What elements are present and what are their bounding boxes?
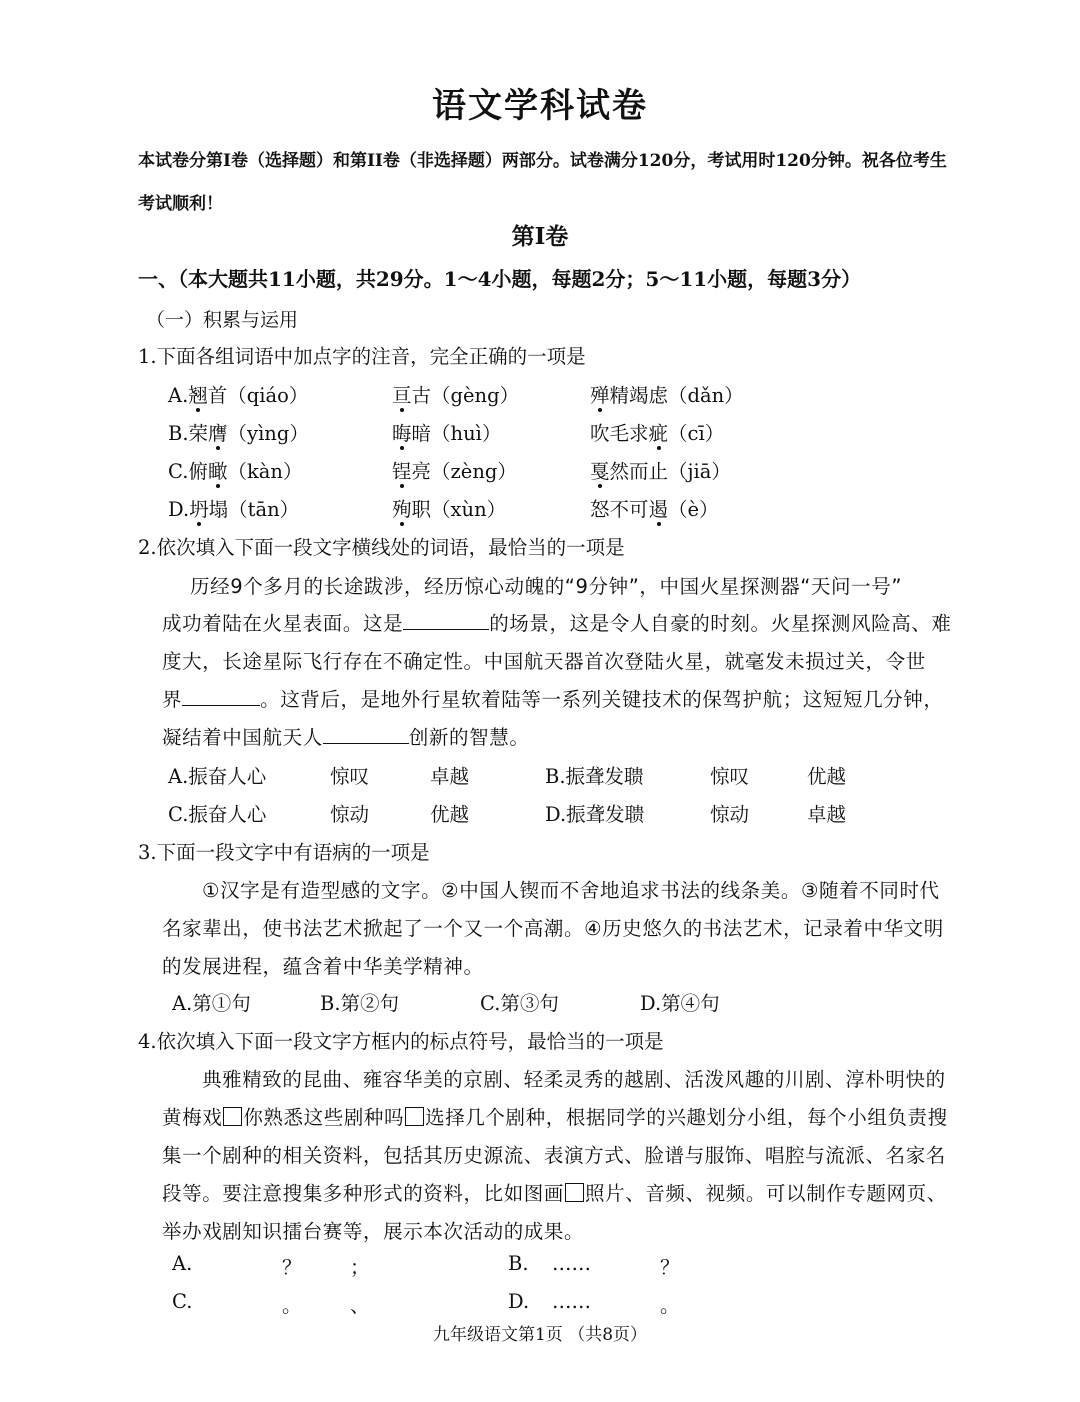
punctuation-box	[405, 1107, 424, 1126]
q4-option-a-label: A.	[172, 1252, 193, 1275]
q1-a3-rest: 精竭虑（dǎn）	[609, 384, 744, 407]
q2-text: 凝结着中国航天人	[162, 726, 323, 749]
q1-option-b1: B.荣膺 （yìng）	[168, 418, 309, 446]
q4-text: 集一个剧种的相关资料，包括其历史源流、表演方式、脸谱与服饰、唱腔与流派、名家名	[162, 1144, 946, 1167]
q2-option-b-word1: B.振聋发聩	[545, 765, 644, 788]
q2-option-a-word3: 卓越	[430, 765, 470, 788]
q1-option-a2: 亘 古（gèng）	[392, 380, 519, 408]
q2-option-a-word2: 惊叹	[330, 765, 370, 788]
q4-option-a-mark1: ？	[282, 1256, 302, 1279]
q1-option-c2: 锃 亮（zèng）	[392, 456, 517, 484]
q4-option-d-label: D.	[508, 1290, 530, 1313]
blank-line	[403, 613, 489, 630]
q2-text: 界	[162, 688, 183, 711]
q4-option-b-mark1: ……	[552, 1252, 591, 1275]
q1-option-c1: C.俯瞰 （kàn）	[168, 456, 302, 484]
q2-text: 。这背后，是地外行星软着陆等一系列关键技术的保驾护航；这短短几分钟，	[260, 688, 944, 711]
q2-option-c-word3: 优越	[430, 803, 470, 826]
q3-option-d: D.第④句	[640, 992, 720, 1015]
q1-option-d3: 怒不可遏 （è）	[590, 494, 719, 522]
q4-option-c-mark2: 、	[350, 1294, 370, 1317]
punctuation-box	[565, 1183, 584, 1202]
q3-passage-line-2: 名家辈出，使书法艺术掀起了一个又一个高潮。④历史悠久的书法艺术，记录着中华文明	[162, 917, 944, 940]
q4-passage-line-1	[202, 1064, 946, 1092]
q4-text: 照片、音频、视频。可以制作专题网页、	[585, 1182, 947, 1205]
intro-line-2: 考试顺利！	[138, 194, 223, 214]
q2-passage-line-2	[162, 608, 952, 636]
q4-text: 黄梅戏	[162, 1106, 223, 1129]
q4-option-d-mark2: 。	[660, 1294, 680, 1317]
q3-option-a: A.第①句	[172, 992, 251, 1015]
q1-option-d1: D.坍 塌（tān）	[168, 494, 299, 522]
q4-text: 段等。要注意搜集多种形式的资料，比如图画	[162, 1182, 565, 1205]
q3-passage-line-1: ①汉字是有造型感的文字。②中国人锲而不舍地追求书法的线条美。③随着不同时代	[202, 879, 940, 902]
q2-text: 的场景，这是令人自豪的时刻。火星探测风险高、难	[489, 612, 952, 635]
q3-passage-line-3: 的发展进程，蕴含着中华美学精神。	[162, 955, 484, 978]
q4-passage-line-4	[162, 1178, 947, 1206]
q2-option-d-word2: 惊动	[710, 803, 750, 826]
q2-text: 历经9个多月的长途跋涉，经历惊心动魄的“9分钟”，中国火星探测器“天问一号”	[190, 575, 903, 598]
q2-option-b-word3: 优越	[807, 765, 847, 788]
q2-option-d-word3: 卓越	[807, 803, 847, 826]
q4-option-c-label: C.	[172, 1290, 193, 1313]
q2-text: 创新的智慧。	[408, 726, 530, 749]
q2-stem: 2.依次填入下面一段文字横线处的词语，最恰当的一项是	[138, 536, 625, 559]
q1-stem: 1.下面各组词语中加点字的注音，完全正确的一项是	[138, 345, 586, 368]
punctuation-box	[223, 1107, 242, 1126]
exam-title: 语文学科试卷	[432, 86, 648, 126]
q4-passage-line-2	[162, 1102, 948, 1130]
q2-option-a-word1: A.振奋人心	[168, 765, 267, 788]
q3-stem: 3.下面一段文字中有语病的一项是	[138, 841, 430, 864]
q1-option-a1: A.翘 首（qiáo）	[168, 380, 308, 408]
q4-option-b-mark2: ？	[660, 1256, 680, 1279]
q2-option-c-word1: C.振奋人心	[168, 803, 267, 826]
q1-option-a3: 殚 精竭虑（dǎn）	[590, 380, 744, 408]
q4-stem: 4.依次填入下面一段文字方框内的标点符号，最恰当的一项是	[138, 1030, 664, 1053]
q4-text: 举办戏剧知识擂台赛等，展示本次活动的成果。	[162, 1220, 585, 1243]
q1-a2-rest: 古（gèng）	[411, 384, 520, 407]
intro-line-1: 本试卷分第I卷（选择题）和第II卷（非选择题）两部分。试卷满分120分，考试用时120分钟。祝各位考生	[138, 151, 947, 171]
q2-text: 度大，长途星际飞行存在不确定性。中国航天器首次登陆火星，就毫发未损过关，令世	[162, 650, 926, 673]
q3-option-c: C.第③句	[480, 992, 559, 1015]
subsection-heading: （一）积累与运用	[146, 309, 299, 331]
q2-text: 成功着陆在火星表面。这是	[162, 612, 404, 635]
q2-option-c-word2: 惊动	[330, 803, 370, 826]
q3-option-b: B.第②句	[320, 992, 400, 1015]
q4-text: 选择几个剧种，根据同学的兴趣划分小组，每个小组负责搜	[425, 1106, 948, 1129]
q4-passage-line-3	[162, 1140, 946, 1168]
page-footer: 九年级语文第1页 （共8页）	[432, 1325, 648, 1345]
q1-option-b3: 吹毛求疵 （cī）	[590, 418, 724, 446]
q1-option-d2: 殉 职（xùn）	[392, 494, 506, 522]
q2-passage-line-1	[190, 571, 902, 599]
blank-line	[182, 689, 260, 706]
q2-passage-line-5	[162, 722, 529, 750]
q2-option-b-word2: 惊叹	[710, 765, 750, 788]
q4-option-c-mark1: 。	[282, 1294, 302, 1317]
q1-option-c3: 戛 然而止（jiā）	[590, 456, 731, 484]
q2-passage-line-4	[162, 684, 944, 712]
section-title: 第I卷	[511, 223, 569, 250]
q2-option-d-word1: D.振聋发聩	[545, 803, 645, 826]
q4-option-d-mark1: ……	[552, 1290, 591, 1313]
q4-option-a-mark2: ；	[350, 1256, 370, 1279]
q2-passage-line-3	[162, 646, 926, 674]
q4-passage-line-5	[162, 1216, 584, 1244]
q1-option-b2: 晦 暗（huì）	[392, 418, 501, 446]
q4-text: 你熟悉这些剧种吗	[243, 1106, 405, 1129]
q4-text: 典雅精致的昆曲、雍容华美的京剧、轻柔灵秀的越剧、活泼风趣的川剧、淳朴明快的	[202, 1068, 946, 1091]
q4-option-b-label: B.	[508, 1252, 529, 1275]
part-heading: 一、（本大题共11小题，共29分。1～4小题，每题2分；5～11小题，每题3分）	[138, 267, 862, 291]
blank-line	[323, 727, 409, 744]
